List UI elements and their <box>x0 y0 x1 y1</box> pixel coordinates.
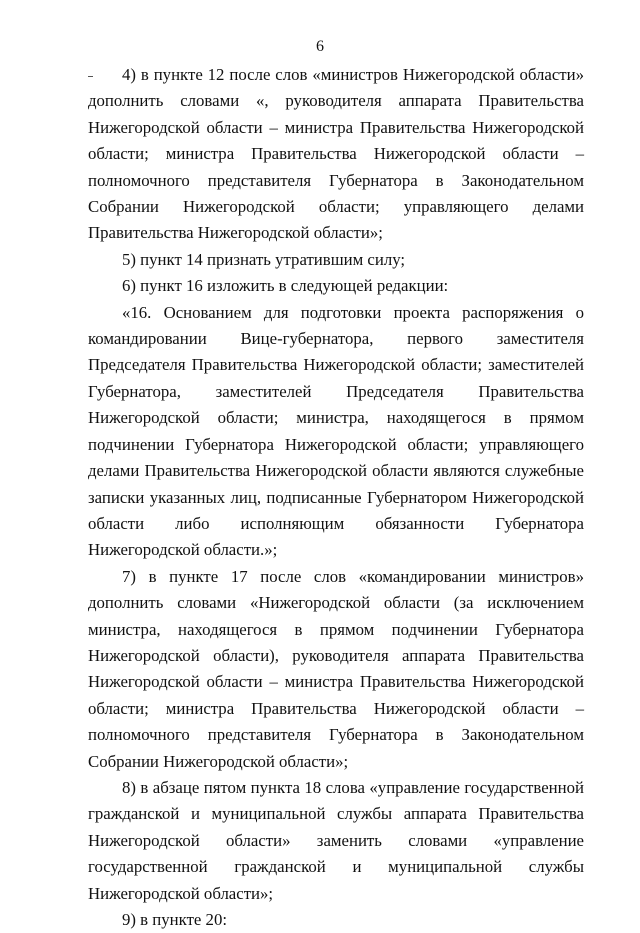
paragraph-item-4: 4) в пункте 12 после слов «министров Нижегородской области» дополнить словами «, руководителя аппарата Правительства Нижегородской области – министра Правительства Нижегородской области; министра Правительства Нижегородской области – полномочного представителя Губернатора в Законодательном Собрании Нижегородской области; управляющего делами Правительства Нижегородской области»; <box>88 65 584 243</box>
page-number: 6 <box>316 38 324 55</box>
paragraph-item-7: 7) в пункте 17 после слов «командировании министров» дополнить словами «Нижегородской области (за исключением министра, находящегося в прямом подчинении Губернатора Нижегородской области), руководителя аппарата Правительства Нижегородской области – министра Правительства Нижегородской области; министра Правительства Нижегородской области – полномочного представителя Губернатора в Законодательном Собрании Нижегородской области»; <box>88 566 584 771</box>
paragraph-item-6: 6) пункт 16 изложить в следующей редакции: <box>122 276 449 296</box>
paragraph-item-8: 8) в абзаце пятом пункта 18 слова «управление государственной гражданской и муниципальной службы аппарата Правительства Нижегородской области» заменить словами «управление государственной гражданской и муниципальной службы Нижегородской области»; <box>88 777 584 903</box>
document-body <box>88 62 584 933</box>
paragraph-item-5: 5) пункт 14 признать утратившим силу; <box>122 249 406 269</box>
paragraph-item-9: 9) в пункте 20: <box>122 910 227 929</box>
paragraph-item-16-quote: «16. Основанием для подготовки проекта распоряжения о командировании Вице-губернатора, первого заместителя Председателя Правительства Нижегородской области; заместителей Губернатора, заместителей Председателя Правительства Нижегородской области; министра, находящегося в прямом подчинении Губернатора Нижегородской области; управляющего делами Правительства Нижегородской области являются служебные записки указанных лиц, подписанные Губернатором Нижегородской области либо исполняющим обязанности Губернатора Нижегородской области.»; <box>88 302 584 560</box>
